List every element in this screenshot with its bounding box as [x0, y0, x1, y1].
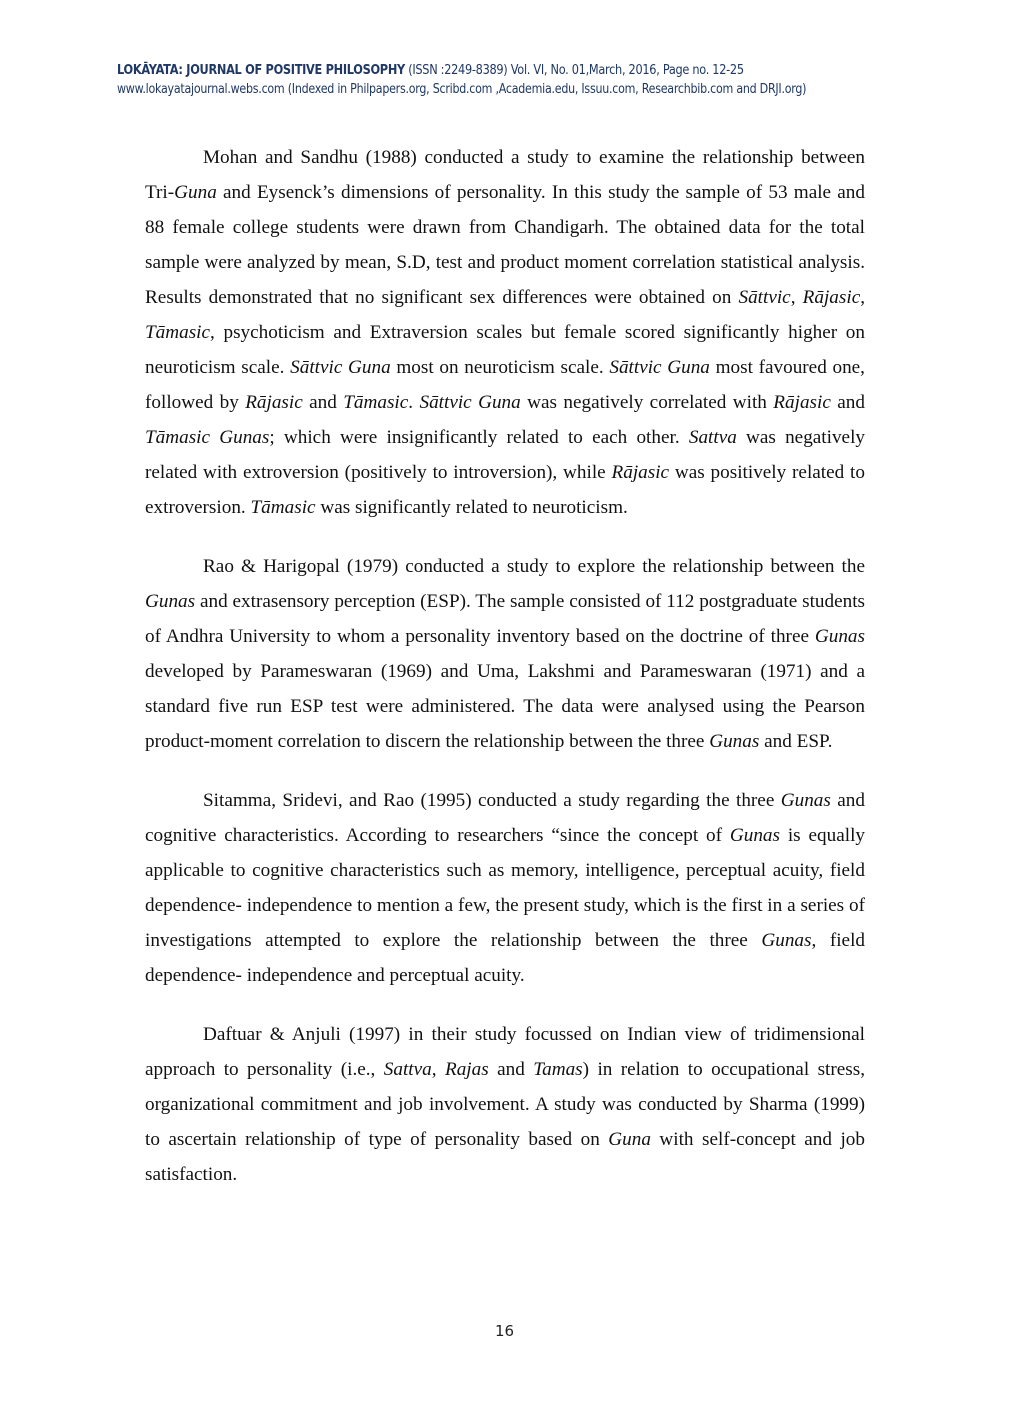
text-run: ) in relation to occupational stress, organizational commitment and job involvement. A study was conducted by Sharma (1999) to ascertain relationship of type of personality based on	[145, 1059, 866, 1150]
paragraph-mohan-sandhu	[145, 140, 865, 525]
issn-details: (ISSN :2249-8389) Vol. VI, No. 01,March, 2016, Page no. 12-25	[404, 63, 744, 78]
italic-term: Guna	[174, 182, 217, 203]
text-run: and extrasensory perception (ESP). The sample consisted of 112 postgraduate students of Andhra University to whom a personality inventory based on the doctrine of three	[145, 591, 865, 647]
italic-term: Rājasic	[802, 287, 861, 308]
paragraph-rao-harigopal	[145, 549, 865, 759]
italic-term: Gunas	[709, 731, 760, 752]
text-run: and Eysenck’s dimensions of personality. In this study the sample of 53 male and 88 female college students were drawn from Chandigarh. The obtained data for the total sample were analyzed by mean, S.D, test and product moment correlation statistical analysis. Results demonstrated that no significant sex differences were obtained on	[145, 182, 865, 308]
italic-term: Tāmasic	[343, 392, 409, 413]
journal-indexing: www.lokayatajournal.webs.com (Indexed in Philpapers.org, Scribd.com ,Academia.edu, Issuu.com, Researchbib.com and DRJI.org)	[117, 82, 807, 97]
journal-header	[117, 61, 937, 99]
italic-term: Sāttvic	[738, 287, 791, 308]
italic-term: Gunas	[780, 790, 831, 811]
text-run: Rao & Harigopal (1979) conducted a study to explore the relationship between the	[203, 556, 865, 577]
text-run: and	[488, 1059, 534, 1080]
text-run: Mohan and Sandhu (1988) conducted a study to examine the relationship between Tri-	[145, 147, 865, 203]
journal-title-line	[117, 61, 823, 80]
text-run: and	[830, 392, 865, 413]
text-run: with self-concept and job satisfaction.	[145, 1129, 865, 1185]
text-run: was positively related to extroversion.	[145, 462, 865, 518]
italic-term: Rājasic	[773, 392, 831, 413]
italic-term: Tāmasic	[145, 322, 211, 343]
text-run: most favoured one, followed by	[145, 357, 865, 413]
italic-term: Gunas	[814, 626, 865, 647]
text-run: most on neuroticism scale.	[390, 357, 610, 378]
italic-term: Rājasic	[611, 462, 670, 483]
italic-term: Gunas	[761, 930, 812, 951]
text-run: , psychoticism and Extraversion scales but female scored significantly higher on neuroticism scale.	[145, 322, 865, 378]
text-run: and cognitive characteristics. According to researchers “since the concept of	[145, 790, 865, 846]
italic-term: Gunas	[729, 825, 780, 846]
text-run: ,	[790, 287, 803, 308]
page-number: 16	[494, 1322, 515, 1340]
italic-term: Gunas	[145, 591, 196, 612]
italic-term: Guna	[608, 1129, 651, 1150]
text-run: ,	[860, 287, 866, 308]
text-run: and ESP.	[759, 731, 833, 752]
text-run: and	[302, 392, 344, 413]
paragraph-sitamma	[145, 783, 865, 993]
italic-term: Tāmasic Gunas	[145, 427, 270, 448]
italic-term: Sāttvic Guna	[419, 392, 521, 413]
italic-term: Tāmasic	[250, 497, 316, 518]
text-run: developed by Parameswaran (1969) and Uma, Lakshmi and Parameswaran (1971) and a standard five run ESP test were administered. The data were analysed using the Pearson product-moment correlation to discern the relationship between the three	[145, 661, 865, 752]
italic-term: Rājasic	[245, 392, 303, 413]
text-run: Sitamma, Sridevi, and Rao (1995) conducted a study regarding the three	[203, 790, 781, 811]
italic-term: Sattva	[383, 1059, 432, 1080]
italic-term: Sattva	[688, 427, 737, 448]
text-run: ,	[431, 1059, 445, 1080]
paragraph-daftuar-anjuli	[145, 1017, 865, 1192]
article-body	[145, 140, 865, 1216]
text-run: is equally applicable to cognitive characteristics such as memory, intelligence, perceptual acuity, field dependence- independence to mention a few, the present study, which is the first in a series of investigations attempted to explore the relationship between the three	[145, 825, 865, 951]
text-run: was significantly related to neuroticism.	[315, 497, 628, 518]
italic-term: Tamas	[533, 1059, 583, 1080]
italic-term: Sāttvic Guna	[290, 357, 391, 378]
journal-title: LOKĀYATA: JOURNAL OF POSITIVE PHILOSOPHY	[117, 63, 405, 78]
italic-term: Sāttvic Guna	[609, 357, 710, 378]
text-run: Daftuar & Anjuli (1997) in their study focussed on Indian view of tridimensional approach to personality (i.e.,	[145, 1024, 865, 1080]
text-run: was negatively correlated with	[520, 392, 774, 413]
text-run: ; which were insignificantly related to each other.	[269, 427, 689, 448]
text-run: , field dependence- independence and perceptual acuity.	[145, 930, 865, 986]
text-run: was negatively related with extroversion (positively to introversion), while	[145, 427, 865, 483]
italic-term: Rajas	[444, 1059, 489, 1080]
text-run: .	[408, 392, 420, 413]
